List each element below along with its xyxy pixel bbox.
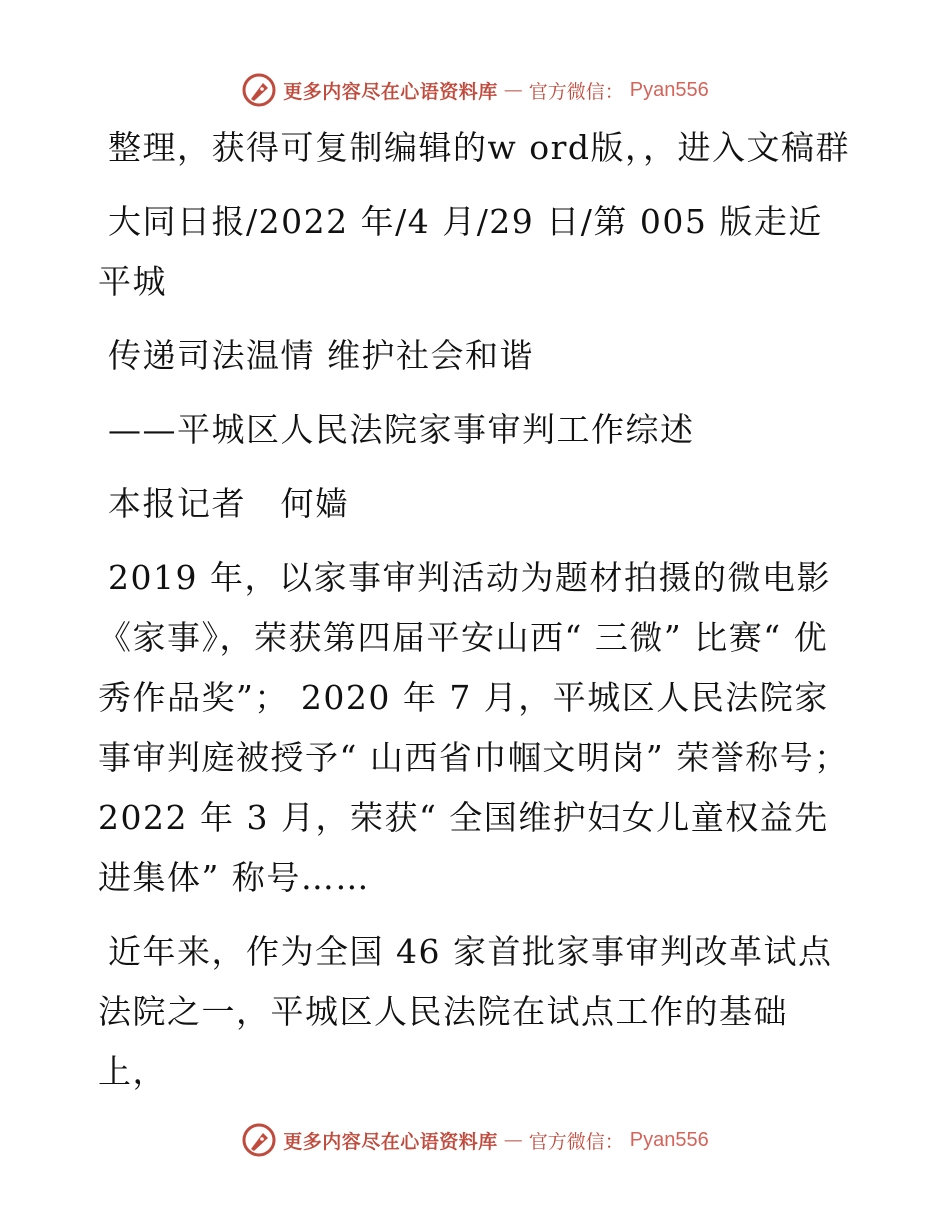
body-paragraph-2: 近年来，作为全国 46 家首批家事审判改革试点法院之一，平城区人民法院在试点工作的基础上， xyxy=(98,932,833,1091)
intro-line: 整理，获得可复制编辑的w ord版，，进入文稿群 xyxy=(108,128,851,167)
watermark-sub-text: 官方微信： xyxy=(528,1130,624,1153)
header-watermark xyxy=(0,70,950,110)
article-subtitle: ——平城区人民法院家事审判工作综述 xyxy=(108,410,695,449)
watermark-sub-text: 官方微信： xyxy=(528,80,624,103)
watermark-separator: — xyxy=(503,1129,523,1151)
pen-nib-circle-icon xyxy=(241,1122,277,1158)
article-title: 传递司法温情 维护社会和谐 xyxy=(108,336,534,375)
source-line: 大同日报/2022 年/4 月/29 日/第 005 版走近平城 xyxy=(98,202,823,301)
watermark-account: Pyan556 xyxy=(629,78,709,101)
document-body xyxy=(98,118,850,1116)
footer-watermark xyxy=(0,1120,950,1160)
byline: 本报记者 何嫱 xyxy=(108,484,350,523)
watermark-main-text: 更多内容尽在心语资料库 xyxy=(283,1130,498,1153)
watermark-separator: — xyxy=(503,79,523,101)
pen-nib-circle-icon xyxy=(241,72,277,108)
watermark-main-text: 更多内容尽在心语资料库 xyxy=(283,80,498,103)
body-paragraph-1: 2019 年，以家事审判活动为题材拍摄的微电影《家事》，荣获第四届平安山西“ 三微” 比赛“ 优秀作品奖”； 2020 年 7 月，平城区人民法院家事审判庭被授予“ 山西省巾帼文明岗” 荣誉称号； 2022 年 3 月，荣获“ 全国维护妇女儿童权益先进集体” 称号…… xyxy=(98,558,849,897)
watermark-account: Pyan556 xyxy=(629,1128,709,1151)
